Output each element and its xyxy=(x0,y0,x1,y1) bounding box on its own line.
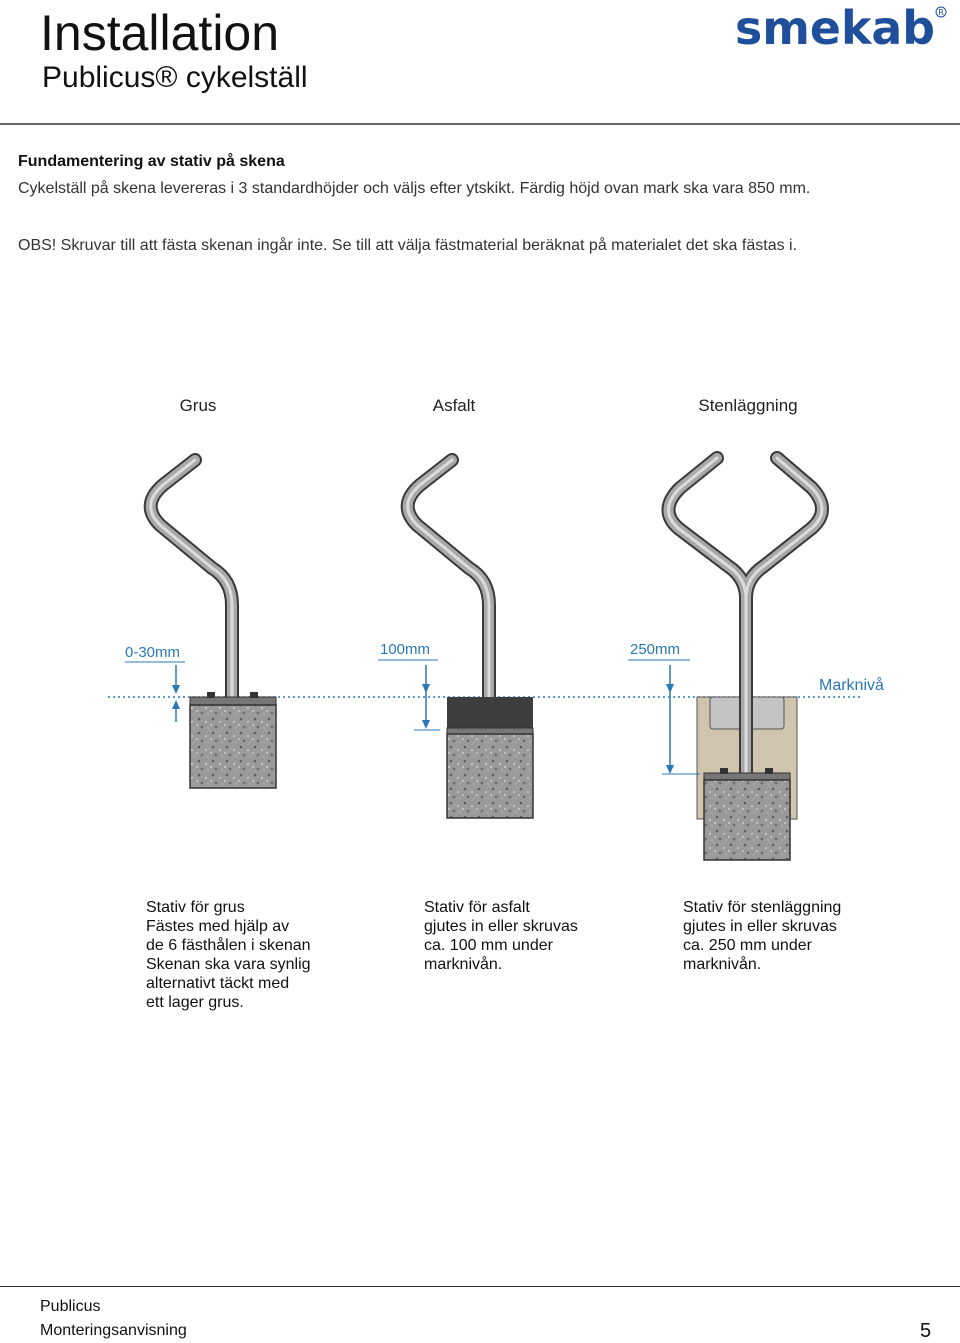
ground-level-label: Marknivå xyxy=(819,677,884,694)
brand-wordmark: smekab xyxy=(735,4,935,52)
stand-asfalt xyxy=(378,460,533,818)
foundation-asfalt xyxy=(447,734,533,818)
footer-product: Publicus xyxy=(40,1298,101,1315)
intro-paragraph: Cykelställ på skena levereras i 3 standardhöjder och väljs efter ytskikt. Färdig höjd ovan mark ska vara 850 mm. xyxy=(18,180,811,197)
description-stenlaggning: Stativ för stenläggning gjutes in eller skruvas ca. 250 mm under marknivån. xyxy=(683,899,842,973)
smekab-logo xyxy=(735,4,950,52)
surface-label-stenlaggning: Stenläggning xyxy=(698,396,798,415)
description-grus: Stativ för grus Fästes med hjälp av de 6 fästhålen i skenan Skenan ska vara synlig alternativt täckt med ett lager grus. xyxy=(146,899,311,1011)
foundation-grus xyxy=(190,705,276,788)
foundation-stenlaggning xyxy=(704,780,790,860)
depth-label-asfalt: 100mm xyxy=(380,641,431,658)
depth-label-stenlaggning: 250mm xyxy=(630,641,681,658)
stand-grus-frame xyxy=(151,460,232,708)
footer-doc-type: Monteringsanvisning xyxy=(40,1322,187,1339)
page-number: 5 xyxy=(920,1320,932,1342)
depth-label-grus: 0-30mm xyxy=(125,644,181,661)
stand-asfalt-frame xyxy=(408,460,489,728)
notice-paragraph: OBS! Skruvar till att fästa skenan ingår inte. Se till att välja fästmaterial beräknat på materialet det ska fästas i. xyxy=(18,237,798,254)
page-subtitle: Publicus® cykelställ xyxy=(42,61,308,94)
svg-text:R: R xyxy=(938,8,944,17)
surface-label-grus: Grus xyxy=(179,396,217,415)
stand-stenlaggning xyxy=(628,458,822,860)
header-divider xyxy=(0,123,960,125)
page-title: Installation xyxy=(40,5,280,61)
asphalt-layer xyxy=(447,697,533,732)
stand-grus xyxy=(125,460,276,788)
footer-divider xyxy=(0,1286,960,1287)
installation-diagram xyxy=(0,380,960,880)
section-heading: Fundamentering av stativ på skena xyxy=(18,153,285,170)
stand-stenlaggning-frame xyxy=(668,458,822,780)
surface-label-asfalt: Asfalt xyxy=(432,396,476,415)
description-asfalt: Stativ för asfalt gjutes in eller skruvas ca. 100 mm under marknivån. xyxy=(424,899,578,973)
